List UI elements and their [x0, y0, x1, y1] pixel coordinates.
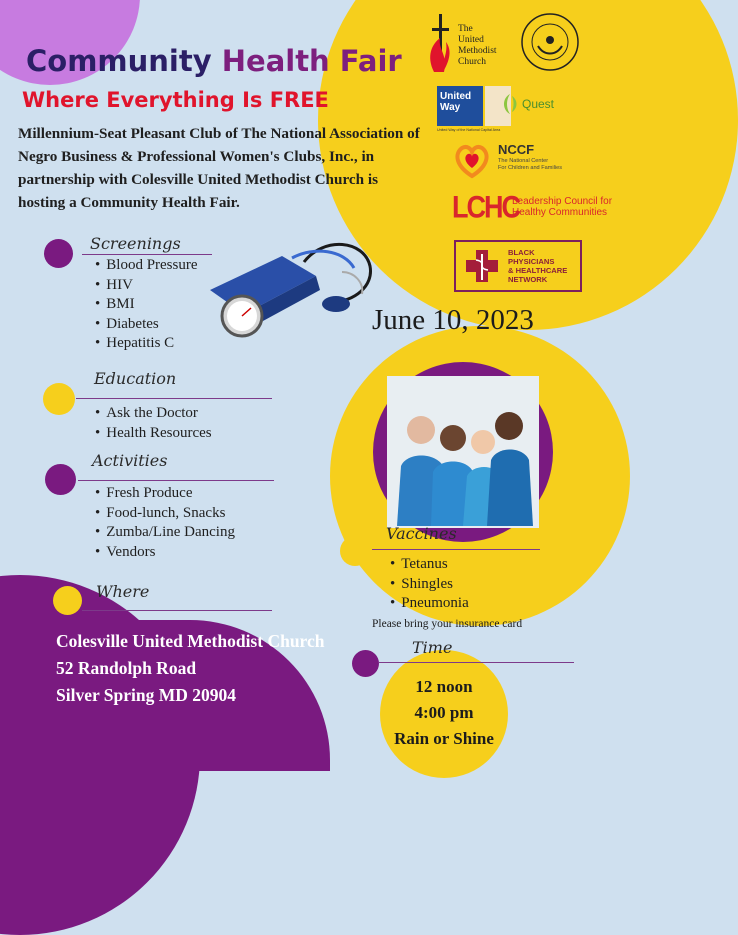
bphn-line-1: BLACK: [508, 248, 535, 257]
screenings-list: [95, 256, 198, 354]
intro-text: Millennium-Seat Pleasant Club of The National Association of Negro Business & Professional Women's Clubs, Inc., in partnership with Colesville United Methodist Church is hosting a Community Health Fair.: [18, 125, 420, 211]
united-way-line-1: United: [440, 91, 472, 102]
start-time: 12 noon: [415, 677, 473, 696]
list-item: • Diabetes: [95, 315, 198, 335]
nccf-sub-2: For Children and Families: [498, 165, 563, 171]
screenings-bullet-circle: [44, 239, 73, 268]
nccf-logo: [452, 140, 582, 180]
list-item: • Food-lunch, Snacks: [95, 504, 235, 524]
education-bullet-circle: [43, 383, 75, 415]
location-city: Silver Spring MD 20904: [56, 685, 237, 705]
nccf-sub-1: The National Center: [498, 158, 549, 164]
lchc-logo-text: LCHC: [452, 190, 519, 225]
caduceus-icon: [462, 246, 502, 286]
umc-line-2: United: [458, 35, 484, 45]
lchc-sub-2: Healthy Communities: [512, 207, 608, 218]
list-item: • Fresh Produce: [95, 484, 235, 504]
bphn-line-4: NETWORK: [508, 275, 548, 284]
time-rule: [378, 662, 574, 663]
umc-line-3: Methodist: [458, 46, 497, 56]
umc-line-1: The: [458, 24, 473, 34]
cross-flame-icon: [426, 12, 456, 74]
location-address: [56, 628, 325, 709]
united-way-line-2: Way: [440, 102, 461, 113]
seal-icon: [520, 12, 580, 72]
page-subtitle: Where Everything Is FREE: [22, 88, 329, 112]
screenings-rule: [82, 254, 212, 255]
activities-bullet-circle: [45, 464, 76, 495]
list-item: • Tetanus: [390, 555, 469, 575]
time-heading: Time: [412, 638, 453, 657]
sphygmomanometer-icon: [204, 232, 380, 342]
list-item: • Hepatitis C: [95, 334, 198, 354]
list-item: • Ask the Doctor: [95, 404, 212, 424]
vaccines-list: [390, 555, 469, 614]
location-name: Colesville United Methodist Church: [56, 631, 325, 651]
education-rule: [76, 398, 272, 399]
quest-logo: [500, 92, 580, 118]
list-item: • Vendors: [95, 543, 235, 563]
event-date: June 10, 2023: [372, 304, 534, 336]
healthcare-team-photo: [387, 376, 539, 528]
list-item: • Blood Pressure: [95, 256, 198, 276]
screenings-heading: Screenings: [90, 234, 181, 253]
quest-logo-text: Quest: [522, 97, 555, 111]
united-way-logo: [437, 86, 483, 126]
list-item: • Pneumonia: [390, 594, 469, 614]
lchc-sub-1: Leadership Council for: [512, 196, 613, 207]
umc-line-4: Church: [458, 57, 486, 67]
where-heading: Where: [96, 582, 150, 601]
education-list: [95, 404, 212, 443]
list-item: • Shingles: [390, 575, 469, 595]
list-item: • Health Resources: [95, 424, 212, 444]
blood-pressure-cuff-image: [204, 232, 380, 342]
time-bullet-circle: [352, 650, 379, 677]
bphn-logo: [454, 240, 582, 292]
activities-list: [95, 484, 235, 562]
umc-logo: [426, 10, 510, 78]
page-title: Community Health Fair: [26, 44, 402, 78]
vaccines-heading: Vaccines: [386, 524, 457, 543]
activities-rule: [78, 480, 274, 481]
quest-leaf-icon: [500, 92, 520, 116]
lchc-logo: [452, 190, 613, 226]
nanbpwc-seal-logo: [520, 12, 580, 72]
insurance-note: Please bring your insurance card: [372, 618, 523, 630]
vaccines-bullet-circle: [340, 536, 370, 566]
bphn-line-3: & HEALTHCARE: [508, 266, 568, 275]
list-item: • BMI: [95, 295, 198, 315]
end-time: 4:00 pm: [414, 703, 474, 722]
where-bullet-circle: [53, 586, 82, 615]
bphn-line-2: PHYSICIANS: [508, 257, 555, 266]
activities-heading: Activities: [92, 451, 168, 470]
vaccines-rule: [372, 549, 540, 550]
list-item: • Zumba/Line Dancing: [95, 523, 235, 543]
where-rule: [82, 610, 272, 611]
united-way-subtext: United Way of the National Capital Area: [437, 128, 501, 132]
doctors-group-icon: [387, 376, 539, 528]
education-heading: Education: [94, 369, 177, 388]
nccf-heart-icon: [452, 140, 492, 180]
list-item: • HIV: [95, 276, 198, 296]
nccf-logo-text: NCCF: [498, 142, 535, 157]
event-time: [384, 674, 504, 752]
weather-note: Rain or Shine: [394, 729, 494, 748]
location-street: 52 Randolph Road: [56, 658, 197, 678]
